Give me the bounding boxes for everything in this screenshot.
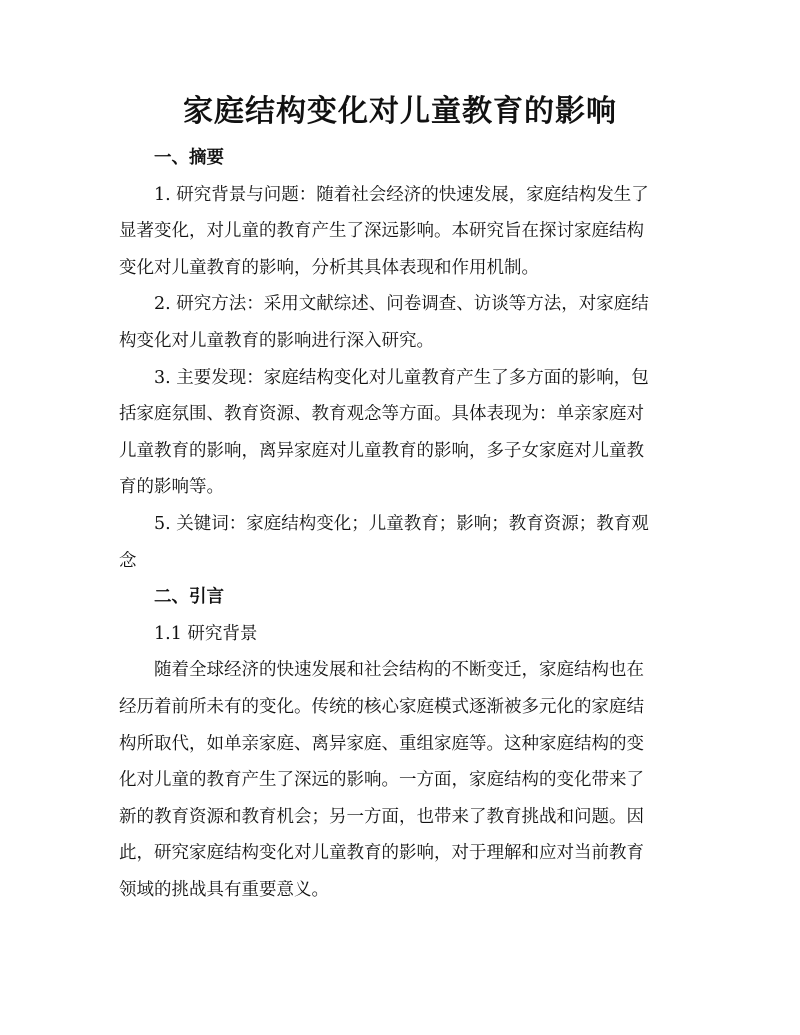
abstract-item-findings: 3. 主要发现：家庭结构变化对儿童教育产生了多方面的影响，包 括家庭氛围、教育资源、教育观念等方面。具体表现为：单亲家庭对 儿童教育的影响，离异家庭对儿童教育的影响，多子女家庭对儿童教 育的影响等。 bbox=[119, 367, 649, 498]
abstract-item-methods: 2. 研究方法：采用文献综述、问卷调查、访谈等方法，对家庭结 构变化对儿童教育的影响进行深入研究。 bbox=[119, 294, 649, 351]
abstract-item-background: 1. 研究背景与问题：随着社会经济的快速发展，家庭结构发生了 显著变化，对儿童的教育产生了深远影响。本研究旨在探讨家庭结构 变化对儿童教育的影响，分析其具体表现和作用机制。 bbox=[119, 184, 649, 278]
abstract-item-keywords: 5. 关键词：家庭结构变化；儿童教育；影响；教育资源；教育观 念 bbox=[119, 513, 649, 571]
document-body bbox=[119, 140, 681, 908]
intro-heading: 二、引言 bbox=[154, 587, 224, 608]
background-paragraph: 随着全球经济的快速发展和社会结构的不断变迁，家庭结构也在 经历着前所未有的变化。传统的核心家庭模式逐渐被多元化的家庭结 构所取代，如单亲家庭、离异家庭、重组家庭等。这种家庭结构的变 化对儿童的教育产生了深远的影响。一方面，家庭结构的变化带来了 新的教育资源和教育机会；另一方面，也带来了教育挑战和问题。因 此，研究家庭结构变化对儿童教育的影响，对于理解和应对当前教育 领域的挑战具有重要意义。 bbox=[119, 660, 644, 900]
document-title: 家庭结构变化对儿童教育的影响 bbox=[183, 94, 617, 129]
abstract-heading: 一、摘要 bbox=[154, 148, 224, 168]
subsection-heading: 1.1 研究背景 bbox=[154, 623, 258, 644]
